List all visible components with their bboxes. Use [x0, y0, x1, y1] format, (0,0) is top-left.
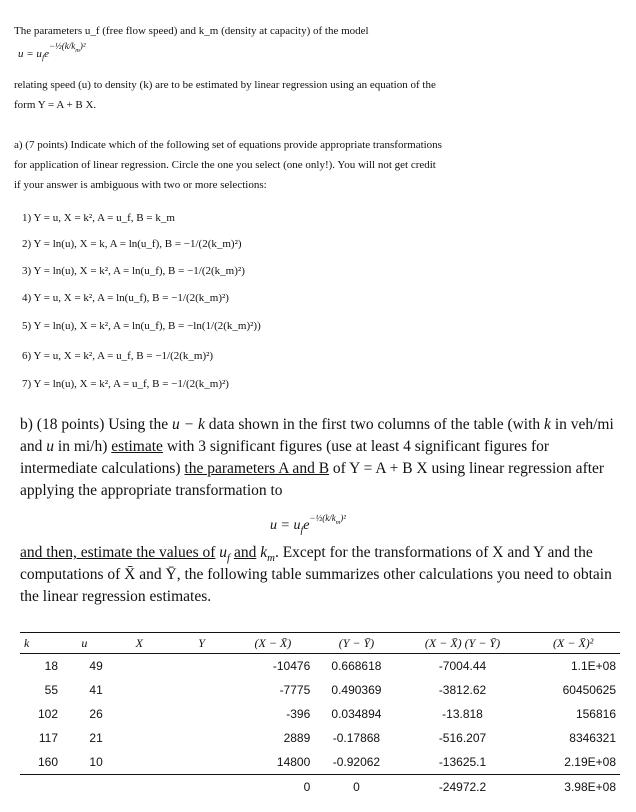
cell: 160: [38, 755, 59, 769]
cell: [172, 775, 232, 800]
cell: 41: [89, 683, 103, 697]
cell: -516.207: [438, 731, 487, 745]
cell: -0.92062: [332, 755, 381, 769]
cell: -3812.62: [438, 683, 487, 697]
cell: [172, 750, 232, 775]
option-6[interactable]: 6) Y = u, X = k², A = u_f, B = −1/(2(k_m)²): [22, 350, 214, 362]
cell: 0.668618: [331, 659, 382, 673]
cell: [107, 726, 172, 750]
cell: 8346321: [569, 731, 616, 745]
cell: 2889: [283, 731, 311, 745]
col-xy-dev: (X − X̄) (Y − Ȳ): [399, 633, 527, 654]
cell: [172, 726, 232, 750]
table-row: [20, 750, 620, 775]
cell: -0.17868: [332, 731, 381, 745]
option-2[interactable]: 2) Y = ln(u), X = k, A = ln(u_f), B = −1/(2(k_m)²): [22, 238, 242, 250]
cell: [20, 775, 62, 800]
regression-table: [20, 632, 620, 799]
cell: [107, 654, 172, 679]
table-row: [20, 726, 620, 750]
cell: -13.818: [442, 707, 483, 721]
cell: -7775: [279, 683, 311, 697]
cell: [172, 702, 232, 726]
option-1[interactable]: 1) Y = u, X = k², A = u_f, B = k_m: [22, 212, 175, 224]
cell: 2.19E+08: [564, 755, 616, 769]
cell: 3.98E+08: [526, 775, 620, 800]
table-row: [20, 678, 620, 702]
option-4[interactable]: 4) Y = u, X = k², A = ln(u_f), B = −1/(2(k_m)²): [22, 292, 229, 304]
part-b-line-2: and u in mi/h) estimate with 3 significant figures (use at least 4 significant figures for: [20, 438, 550, 455]
cell: 0.490369: [331, 683, 382, 697]
col-x-dev-sq: (X − X̄)²: [526, 633, 620, 654]
cell: [107, 750, 172, 775]
cell: 49: [89, 659, 103, 673]
cell: 156816: [575, 707, 616, 721]
intro-line-1: The parameters u_f (free flow speed) and k_m (density at capacity) of the model: [14, 25, 369, 37]
part-b-line-5: and then, estimate the values of $u_f$ and $k_m$. Except for the transformations of X and Y and the: [20, 544, 593, 565]
cell: 21: [89, 731, 103, 745]
intro-line-2: relating speed (u) to density (k) are to be estimated by linear regression using an equation of the: [14, 79, 436, 91]
part-a-line-1: a) (7 points) Indicate which of the following set of equations provide appropriate transformations: [14, 139, 442, 151]
table-header-row: [20, 633, 620, 654]
col-u: u: [62, 633, 107, 654]
cell: [172, 654, 232, 679]
cell: 26: [89, 707, 103, 721]
model-equation: $u = u_fe^{-\frac{1}{2}(k/k_m)^2}$: [18, 41, 86, 63]
cell: 0: [232, 775, 315, 800]
part-a-line-2: for application of linear regression. Circle the one you select (one only!). You will not get credit: [14, 159, 436, 171]
cell: -13625.1: [438, 755, 487, 769]
cell: [62, 775, 107, 800]
col-x-dev: (X − X̄): [232, 633, 315, 654]
cell: 10: [89, 755, 103, 769]
cell: [172, 678, 232, 702]
table-row: [20, 654, 620, 679]
part-b-line-1: b) (18 points) Using the u − k data shown in the first two columns of the table (with k in veh/mi: [20, 416, 614, 433]
part-b-line-6: computations of X̄ and Ȳ, the following table summarizes other calculations you need to obtain: [20, 566, 612, 583]
cell: 14800: [276, 755, 311, 769]
cell: 1.1E+08: [570, 659, 616, 673]
cell: 60450625: [562, 683, 616, 697]
cell: -396: [286, 707, 311, 721]
col-k: k: [20, 633, 62, 654]
model-equation-centered: $u = u_fe^{-\frac{1}{2}(k/k_m)^2}$: [270, 513, 346, 536]
col-y: Y: [172, 633, 232, 654]
cell: 0.034894: [331, 707, 382, 721]
cell: 0: [314, 775, 398, 800]
part-a-line-3: if your answer is ambiguous with two or more selections:: [14, 179, 267, 191]
cell: -10476: [272, 659, 311, 673]
table-total-row: [20, 775, 620, 800]
cell: [107, 775, 172, 800]
cell: -7004.44: [438, 659, 487, 673]
intro-line-3: form Y = A + B X.: [14, 99, 97, 111]
option-7[interactable]: 7) Y = ln(u), X = k², A = u_f, B = −1/(2(k_m)²): [22, 378, 229, 390]
cell: [107, 678, 172, 702]
part-b-line-3: intermediate calculations) the parameters A and B of Y = A + B X using linear regression after: [20, 460, 605, 477]
part-b-line-7: the linear regression estimates.: [20, 588, 212, 605]
cell: [107, 702, 172, 726]
cell: 18: [44, 659, 59, 673]
cell: 117: [38, 731, 59, 745]
cell: -24972.2: [399, 775, 527, 800]
table-row: [20, 702, 620, 726]
part-b-line-4: applying the appropriate transformation to: [20, 482, 283, 499]
col-x: X: [107, 633, 172, 654]
option-3[interactable]: 3) Y = ln(u), X = k², A = ln(u_f), B = −1/(2(k_m)²): [22, 265, 245, 277]
option-5[interactable]: 5) Y = ln(u), X = k², A = ln(u_f), B = −ln(1/(2(k_m)²)): [22, 320, 261, 332]
cell: 102: [38, 707, 59, 721]
col-y-dev: (Y − Ȳ): [314, 633, 398, 654]
cell: 55: [44, 683, 59, 697]
